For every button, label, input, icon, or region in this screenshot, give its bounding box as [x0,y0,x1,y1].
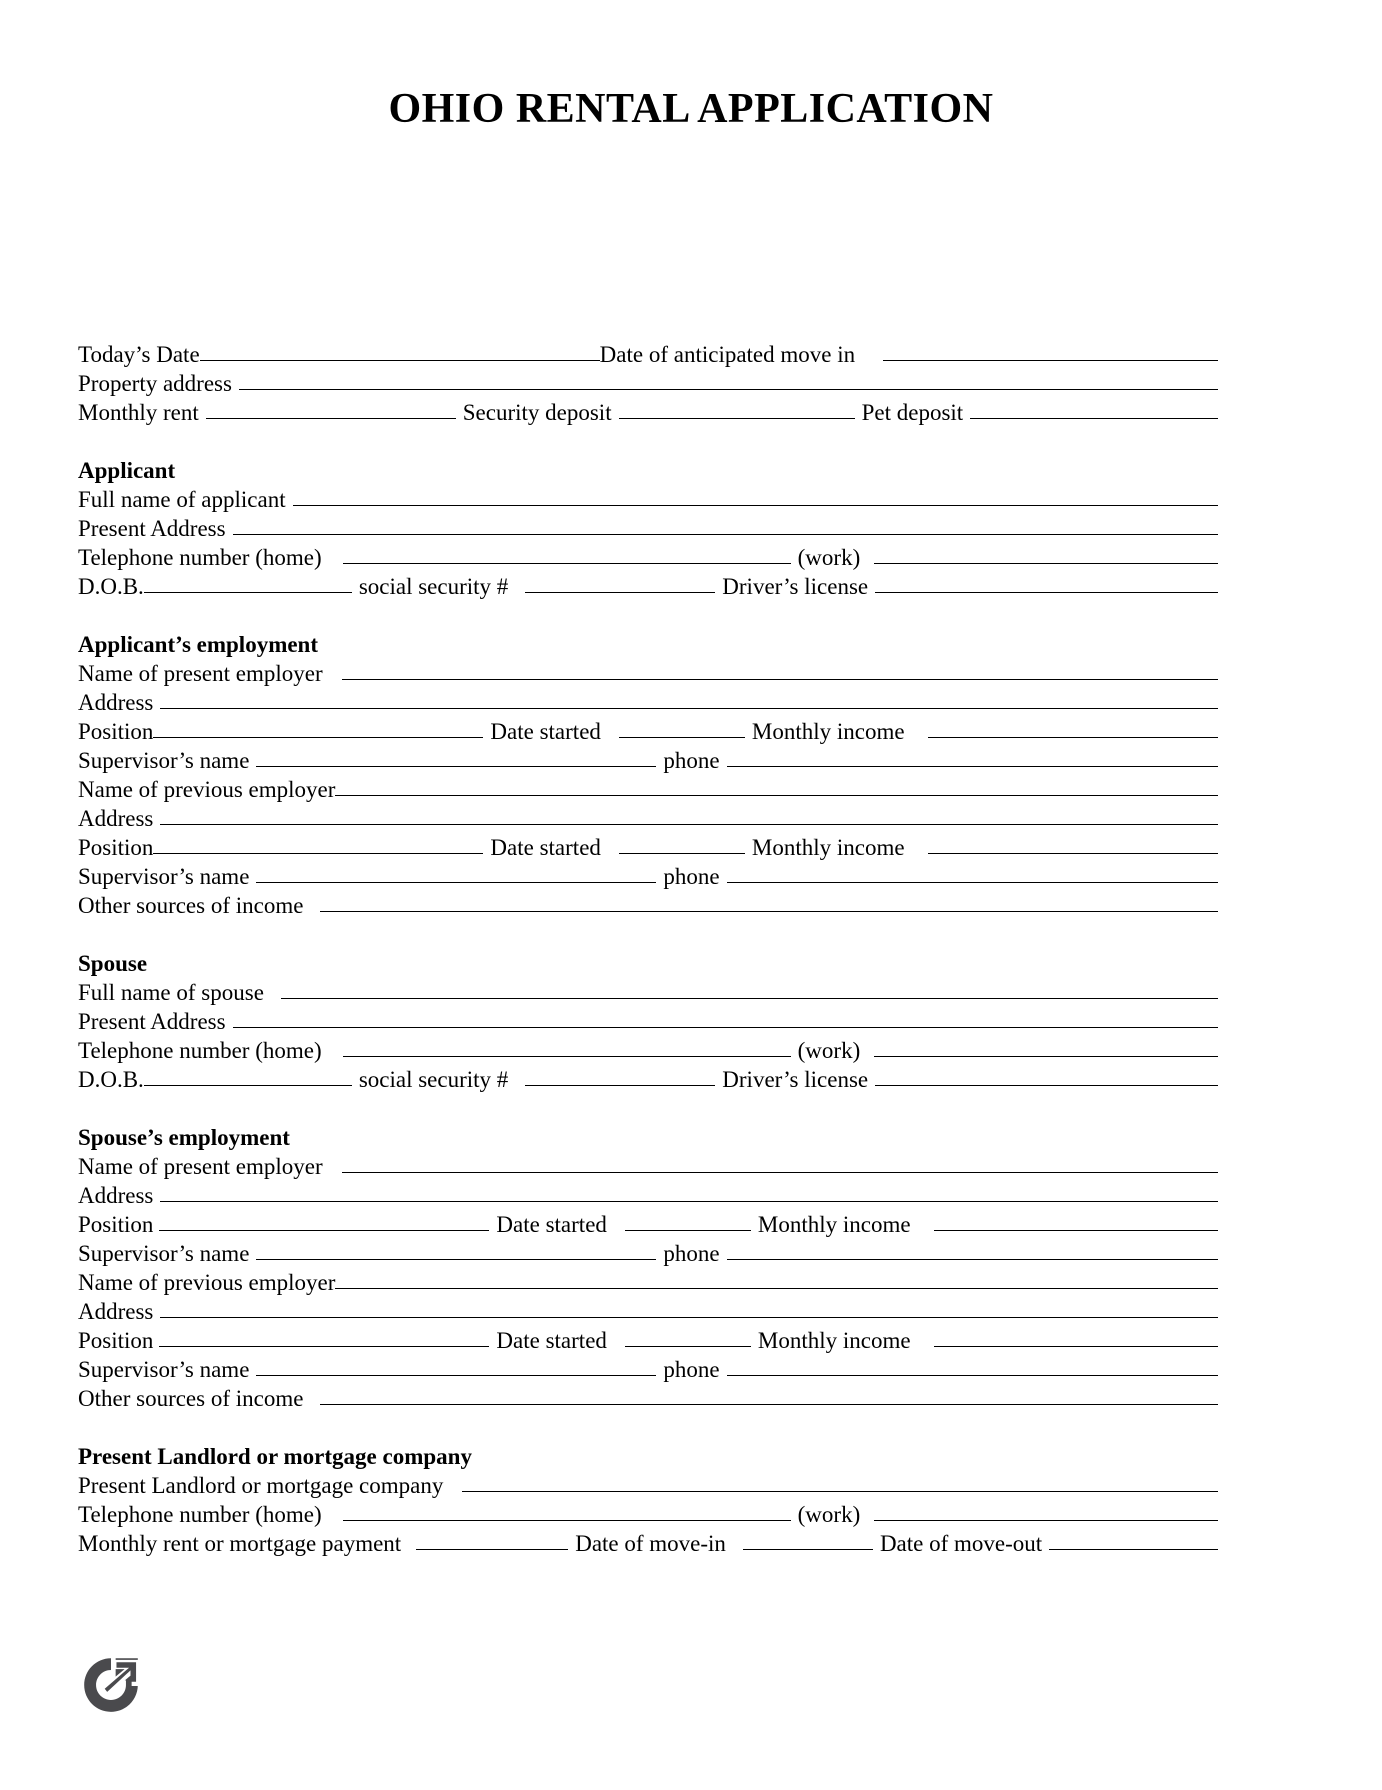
applicant-position-field[interactable] [153,737,483,738]
row-applicant-full-name [78,485,1218,514]
applicant-present-address-label: Present Address [78,516,226,541]
spouse-ssn-label: social security # [358,1067,509,1092]
property-address-field[interactable] [239,389,1218,390]
applicant-employer-address-label: Address [78,690,154,715]
applicant-present-employer-label: Name of present employer [78,661,323,686]
applicant-prev-supervisor-label: Supervisor’s name [78,864,250,889]
applicant-other-income-label: Other sources of income [78,893,304,918]
row-applicant-previous-employer [78,775,1218,804]
applicant-prev-monthly-income-field[interactable] [928,853,1218,854]
spacer [78,1413,1218,1442]
applicant-heading: Applicant [78,458,176,483]
row-landlord-rent-payment [78,1529,1218,1558]
applicant-previous-employer-field[interactable] [335,795,1218,796]
landlord-telephone-work-field[interactable] [874,1520,1218,1521]
pet-deposit-field[interactable] [970,418,1218,419]
form-body [78,340,1218,1558]
spouse-prev-monthly-income-label: Monthly income [757,1328,911,1353]
applicant-prev-employer-address-field[interactable] [160,824,1218,825]
spouse-full-name-label: Full name of spouse [78,980,264,1005]
row-applicant-present-address [78,514,1218,543]
applicant-previous-employer-label: Name of previous employer [78,777,336,802]
spouse-prev-position-field[interactable] [159,1346,489,1347]
row-applicant-present-employer [78,659,1218,688]
todays-date-field[interactable] [200,360,600,361]
monthly-rent-field[interactable] [206,418,456,419]
applicant-supervisor-label: Supervisor’s name [78,748,250,773]
landlord-telephone-work-label: (work) [797,1502,861,1527]
applicant-monthly-income-field[interactable] [928,737,1218,738]
landlord-company-label: Present Landlord or mortgage company [78,1473,444,1498]
spouse-other-income-label: Other sources of income [78,1386,304,1411]
applicant-employer-address-field[interactable] [160,708,1218,709]
spouse-present-address-field[interactable] [233,1027,1218,1028]
spouse-drivers-license-label: Driver’s license [722,1067,869,1092]
spouse-prev-supervisor-field[interactable] [256,1375,656,1376]
spouse-supervisor-phone-label: phone [663,1241,720,1266]
spouse-supervisor-label: Supervisor’s name [78,1241,250,1266]
applicant-prev-supervisor-field[interactable] [256,882,656,883]
spouse-telephone-work-field[interactable] [874,1056,1218,1057]
applicant-supervisor-phone-field[interactable] [727,766,1218,767]
applicant-supervisor-field[interactable] [256,766,656,767]
applicant-prev-monthly-income-label: Monthly income [751,835,905,860]
row-spouse-full-name [78,978,1218,1007]
landlord-telephone-home-label: Telephone number (home) [78,1502,322,1527]
row-spouse-supervisor [78,1239,1218,1268]
spouse-previous-employer-label: Name of previous employer [78,1270,336,1295]
applicant-dob-field[interactable] [144,592,352,593]
spouse-date-started-field[interactable] [625,1230,751,1231]
anticipated-move-in-field[interactable] [883,360,1218,361]
row-applicant-prev-address [78,804,1218,833]
applicant-prev-date-started-label: Date started [490,835,601,860]
applicant-date-started-label: Date started [490,719,601,744]
spouse-prev-monthly-income-field[interactable] [934,1346,1218,1347]
spouse-prev-date-started-label: Date started [496,1328,607,1353]
row-applicant-position [78,717,1218,746]
spouse-telephone-work-label: (work) [797,1038,861,1063]
applicant-other-income-field[interactable] [320,911,1218,912]
todays-date-label: Today’s Date [78,342,200,367]
row-spouse-prev-position [78,1326,1218,1355]
applicant-telephone-work-label: (work) [797,545,861,570]
landlord-move-out-label: Date of move-out [879,1531,1043,1556]
applicant-prev-supervisor-phone-field[interactable] [727,882,1218,883]
applicant-monthly-income-label: Monthly income [751,719,905,744]
spouse-prev-employer-address-label: Address [78,1299,154,1324]
applicant-drivers-license-field[interactable] [875,592,1218,593]
spouse-previous-employer-field[interactable] [335,1288,1218,1289]
applicant-present-address-field[interactable] [233,534,1218,535]
row-spouse-present-address [78,1007,1218,1036]
spouse-date-started-label: Date started [496,1212,607,1237]
row-spouse-dob [78,1065,1218,1094]
row-spouse-position [78,1210,1218,1239]
property-address-label: Property address [78,371,232,396]
page-title: OHIO RENTAL APPLICATION [388,86,994,132]
monthly-rent-label: Monthly rent [78,400,199,425]
spouse-employer-address-field[interactable] [160,1201,1218,1202]
row-spouse-present-employer [78,1152,1218,1181]
applicant-present-employer-field[interactable] [342,679,1218,680]
spouse-position-label: Position [78,1212,154,1237]
applicant-full-name-label: Full name of applicant [78,487,286,512]
spouse-full-name-field[interactable] [281,998,1218,999]
landlord-heading: Present Landlord or mortgage company [78,1444,472,1469]
applicant-telephone-home-field[interactable] [343,563,791,564]
applicant-full-name-field[interactable] [293,505,1218,506]
spouse-prev-date-started-field[interactable] [625,1346,751,1347]
spouse-heading: Spouse [78,951,148,976]
landlord-move-in-label: Date of move-in [575,1531,726,1556]
spouse-employer-address-label: Address [78,1183,154,1208]
landlord-move-out-field[interactable] [1049,1549,1218,1550]
row-applicant-telephone [78,543,1218,572]
row-applicant-employer-address [78,688,1218,717]
row-landlord-telephone [78,1500,1218,1529]
anticipated-move-in-label: Date of anticipated move in [599,342,856,367]
spouse-dob-label: D.O.B. [78,1067,144,1092]
spouse-ssn-field[interactable] [525,1085,715,1086]
landlord-rent-payment-label: Monthly rent or mortgage payment [78,1531,402,1556]
landlord-rent-payment-field[interactable] [416,1549,568,1550]
row-spouse-prev-address [78,1297,1218,1326]
applicant-employment-heading: Applicant’s employment [78,632,319,657]
row-spouse-telephone [78,1036,1218,1065]
applicant-prev-position-field[interactable] [153,853,483,854]
applicant-supervisor-phone-label: phone [663,748,720,773]
spacer [78,1094,1218,1123]
row-todays-date [78,340,1218,369]
row-applicant-prev-supervisor [78,862,1218,891]
spouse-telephone-home-label: Telephone number (home) [78,1038,322,1063]
applicant-ssn-field[interactable] [525,592,715,593]
spouse-present-address-label: Present Address [78,1009,226,1034]
row-applicant-other-income [78,891,1218,920]
applicant-date-started-field[interactable] [619,737,745,738]
row-spouse-prev-supervisor [78,1355,1218,1384]
row-monthly-rent [78,398,1218,427]
spouse-dob-field[interactable] [144,1085,352,1086]
circular-arrow-logo [78,1652,144,1718]
spouse-monthly-income-field[interactable] [934,1230,1218,1231]
applicant-telephone-work-field[interactable] [874,563,1218,564]
spouse-telephone-home-field[interactable] [343,1056,791,1057]
spouse-supervisor-phone-field[interactable] [727,1259,1218,1260]
applicant-drivers-license-label: Driver’s license [722,574,869,599]
applicant-dob-label: D.O.B. [78,574,144,599]
landlord-move-in-field[interactable] [743,1549,873,1550]
spouse-present-employer-label: Name of present employer [78,1154,323,1179]
spouse-other-income-field[interactable] [320,1404,1218,1405]
spouse-prev-supervisor-phone-label: phone [663,1357,720,1382]
spacer [78,601,1218,630]
spouse-employment-heading: Spouse’s employment [78,1125,290,1150]
row-applicant-dob [78,572,1218,601]
landlord-company-field[interactable] [462,1491,1218,1492]
spacer [78,920,1218,949]
row-applicant-prev-position [78,833,1218,862]
pet-deposit-label: Pet deposit [861,400,964,425]
spouse-prev-position-label: Position [78,1328,154,1353]
security-deposit-field[interactable] [619,418,855,419]
row-spouse-previous-employer [78,1268,1218,1297]
spouse-prev-supervisor-label: Supervisor’s name [78,1357,250,1382]
applicant-telephone-home-label: Telephone number (home) [78,545,322,570]
row-property-address [78,369,1218,398]
spouse-present-employer-field[interactable] [342,1172,1218,1173]
row-landlord-company [78,1471,1218,1500]
spouse-monthly-income-label: Monthly income [757,1212,911,1237]
row-applicant-supervisor [78,746,1218,775]
security-deposit-label: Security deposit [462,400,612,425]
spouse-prev-employer-address-field[interactable] [160,1317,1218,1318]
applicant-prev-date-started-field[interactable] [619,853,745,854]
applicant-prev-position-label: Position [78,835,154,860]
row-spouse-other-income [78,1384,1218,1413]
applicant-ssn-label: social security # [358,574,509,599]
spacer [78,427,1218,456]
applicant-prev-employer-address-label: Address [78,806,154,831]
landlord-telephone-home-field[interactable] [343,1520,791,1521]
spouse-position-field[interactable] [159,1230,489,1231]
spouse-supervisor-field[interactable] [256,1259,656,1260]
spouse-prev-supervisor-phone-field[interactable] [727,1375,1218,1376]
spouse-drivers-license-field[interactable] [875,1085,1218,1086]
applicant-prev-supervisor-phone-label: phone [663,864,720,889]
applicant-position-label: Position [78,719,154,744]
row-spouse-employer-address [78,1181,1218,1210]
